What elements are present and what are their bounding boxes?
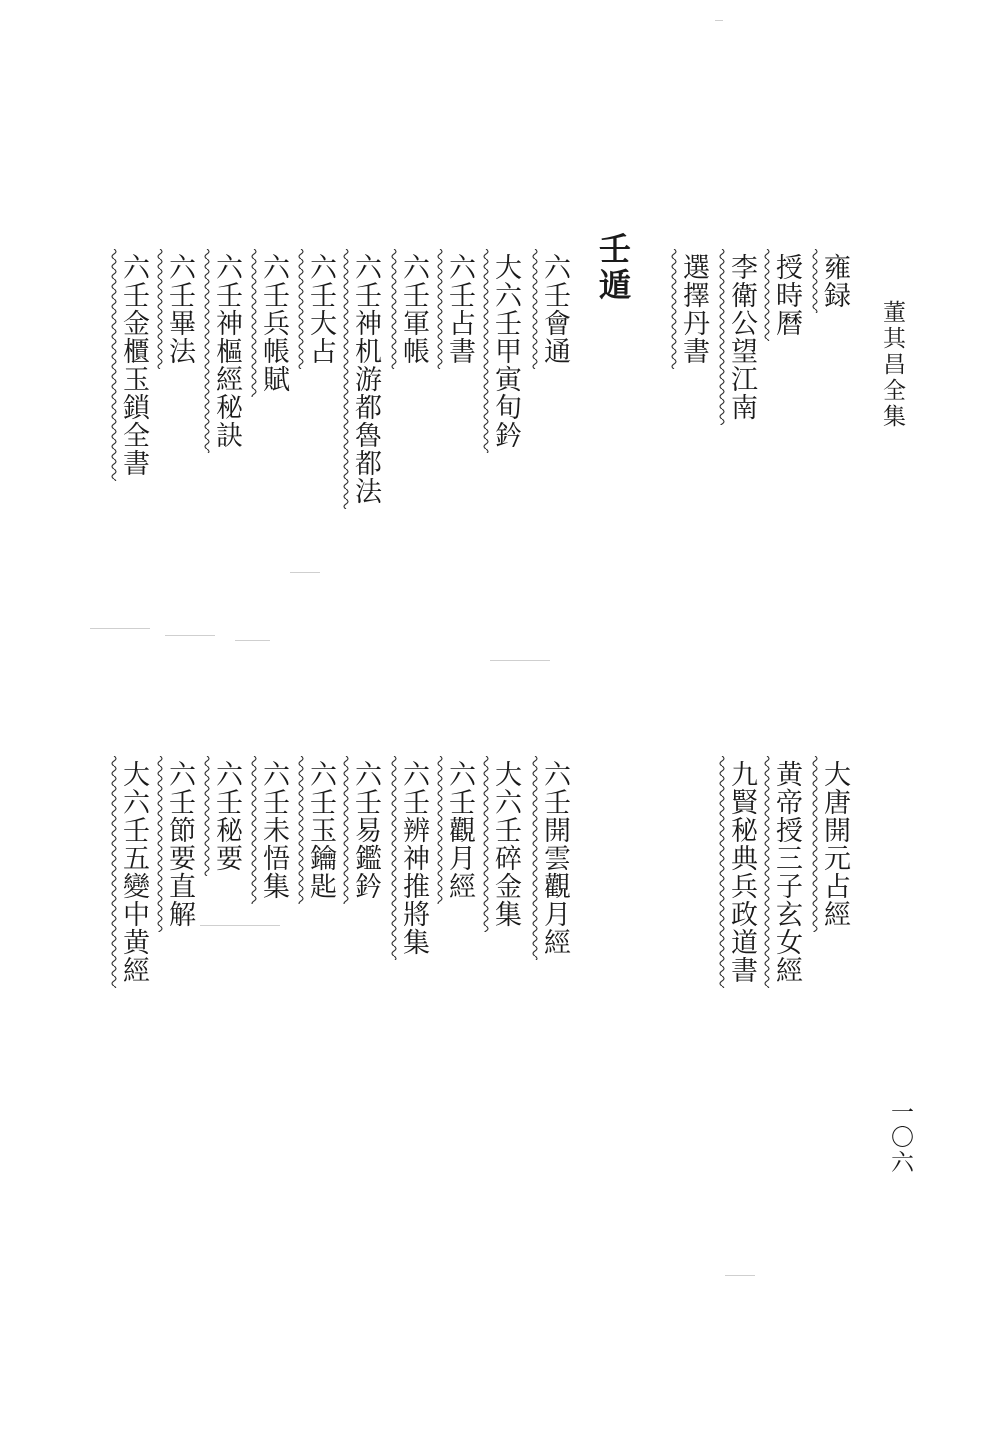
scan-speck <box>235 640 270 641</box>
book-title-lower-13: 大六壬五變中黄經 <box>116 760 147 984</box>
title-mark <box>436 249 444 369</box>
title-mark <box>110 756 118 988</box>
book-title-upper-13: 六壬畢法 <box>162 253 193 365</box>
book-title-upper-5: 六壬會通 <box>537 253 568 365</box>
title-mark <box>763 249 771 341</box>
section-heading: 壬遁 <box>594 232 632 304</box>
title-mark <box>156 249 164 369</box>
scan-speck <box>715 20 723 21</box>
book-title-upper-7: 六壬占書 <box>442 253 473 365</box>
page-number: 一〇六 <box>887 1100 913 1175</box>
scan-speck <box>200 925 280 926</box>
book-title-upper-4: 選擇丹書 <box>676 253 707 365</box>
book-title-lower-7: 六壬辨神推將集 <box>396 760 427 956</box>
book-title-upper-6: 大六壬甲寅旬鈐 <box>488 253 519 449</box>
title-mark <box>297 756 305 904</box>
title-mark <box>811 756 819 932</box>
title-mark <box>203 756 211 876</box>
scan-speck <box>90 628 150 629</box>
title-mark <box>811 249 819 313</box>
book-title-lower-9: 六壬玉鑰匙 <box>303 760 334 900</box>
title-mark <box>390 249 398 369</box>
book-title-upper-10: 六壬大占 <box>303 253 334 365</box>
scan-speck <box>490 660 550 661</box>
title-mark <box>718 756 726 988</box>
title-mark <box>390 756 398 960</box>
book-title-upper-8: 六壬軍帳 <box>396 253 427 365</box>
book-title-upper-11: 六壬兵帳賦 <box>256 253 287 393</box>
title-mark <box>482 249 490 453</box>
title-mark <box>670 249 678 369</box>
title-mark <box>531 756 539 960</box>
running-head: 董其昌全集 <box>879 300 905 430</box>
title-mark <box>718 249 726 425</box>
book-title-upper-14: 六壬金櫃玉鎖全書 <box>116 253 147 477</box>
book-title-upper-2: 授時曆 <box>769 253 800 337</box>
book-title-lower-11: 六壬秘要 <box>209 760 240 872</box>
book-title-upper-3: 李衛公望江南 <box>724 253 755 421</box>
book-title-lower-12: 六壬節要直解 <box>162 760 193 928</box>
book-title-upper-1: 雍録 <box>817 253 848 309</box>
book-title-lower-4: 六壬開雲觀月經 <box>537 760 568 956</box>
book-title-lower-6: 六壬觀月經 <box>442 760 473 900</box>
title-mark <box>482 756 490 932</box>
title-mark <box>110 249 118 481</box>
title-mark <box>203 249 211 453</box>
title-mark <box>436 756 444 904</box>
title-mark <box>297 249 305 369</box>
book-title-upper-12: 六壬神樞經秘訣 <box>209 253 240 449</box>
book-title-lower-5: 大六壬碎金集 <box>488 760 519 928</box>
scan-speck <box>725 1275 755 1276</box>
scan-speck <box>290 572 320 573</box>
scan-speck <box>165 635 215 636</box>
book-title-lower-2: 黄帝授三子玄女經 <box>769 760 800 984</box>
book-title-lower-10: 六壬未悟集 <box>256 760 287 900</box>
book-title-lower-3: 九賢秘典兵政道書 <box>724 760 755 984</box>
book-title-upper-9: 六壬神机游都魯都法 <box>348 253 379 505</box>
title-mark <box>531 249 539 369</box>
title-mark <box>763 756 771 988</box>
title-mark <box>156 756 164 932</box>
title-mark <box>250 756 258 904</box>
title-mark <box>250 249 258 397</box>
title-mark <box>342 756 350 904</box>
book-title-lower-8: 六壬易鑑鈐 <box>348 760 379 900</box>
book-title-lower-1: 大唐開元占經 <box>817 760 848 928</box>
title-mark <box>342 249 350 509</box>
